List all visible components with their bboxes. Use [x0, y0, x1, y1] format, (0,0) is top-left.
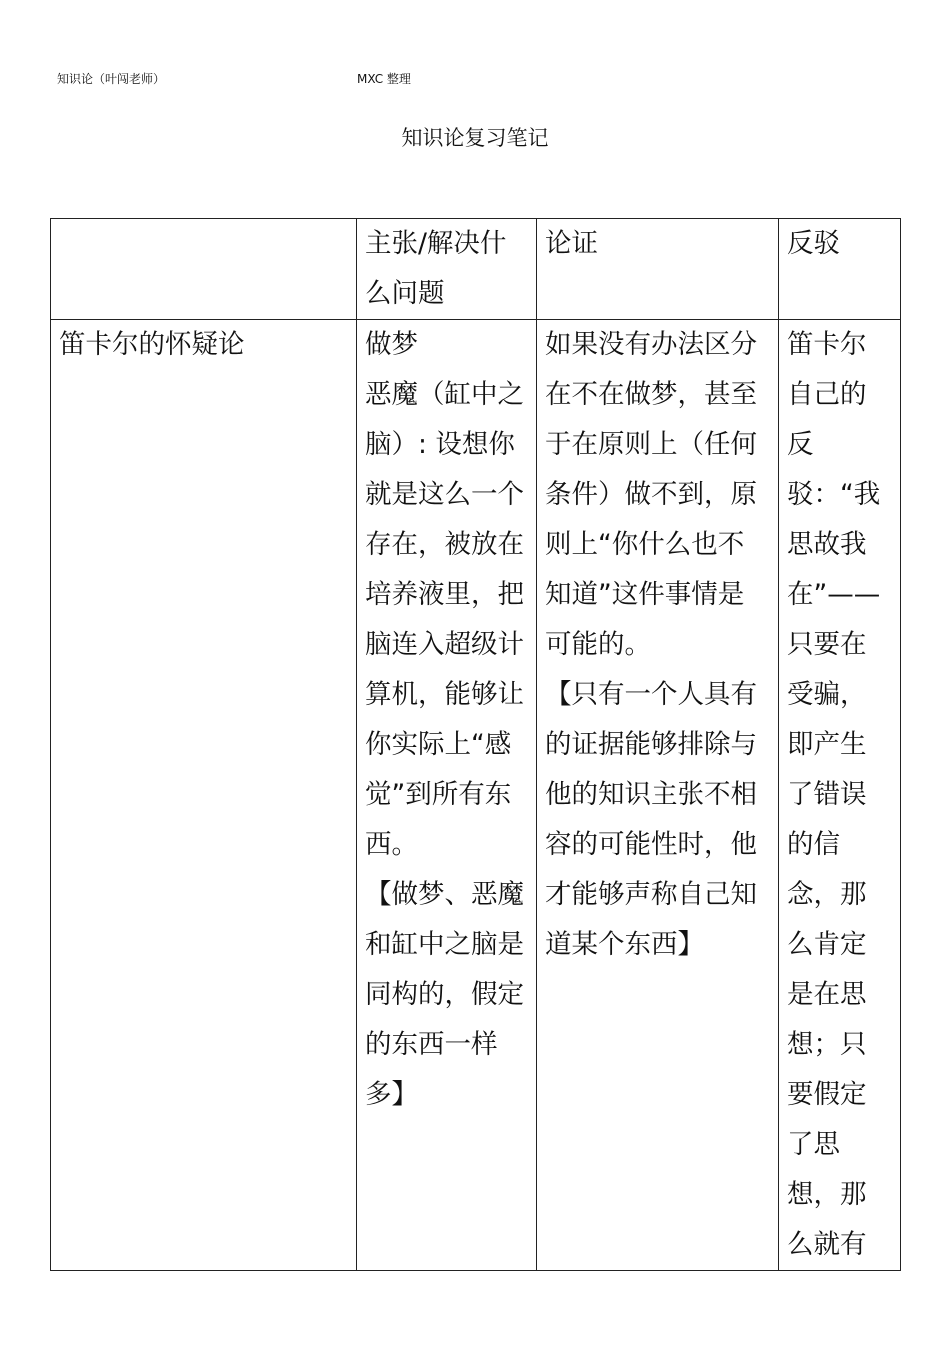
header-cell-claim: 主张/解决什么问题 — [357, 219, 537, 320]
header-cell-rebuttal: 反驳 — [779, 219, 901, 320]
claim-demon-paragraph: 恶魔（缸中之脑）: 设想你就是这么一个存在，被放在培养液里，把脑连入超级计算机，能够让你实际上“感觉”到所有东西。 — [365, 379, 524, 860]
table-header-row — [51, 219, 901, 320]
page-title: 知识论复习笔记 — [401, 126, 549, 150]
table-row — [51, 320, 901, 1271]
cell-rebuttal — [779, 320, 901, 1271]
header-cell-argument: 论证 — [537, 219, 779, 320]
claim-dream: 做梦 — [365, 329, 418, 360]
notes-table — [50, 218, 901, 1271]
claim-note-paragraph: 【做梦、恶魔和缸中之脑是同构的，假定的东西一样多】 — [365, 879, 524, 1110]
header-cell-topic — [51, 219, 357, 320]
cell-argument — [537, 320, 779, 1271]
header-left-note: 知识论（叶闯老师） — [57, 72, 166, 86]
argument-paragraph: 如果没有办法区分在不在做梦，甚至于在原则上（任何条件）做不到，原则上“你什么也不知道”这件事情是可能的。 — [545, 329, 757, 660]
rebuttal-paragraph: 笛卡尔自己的反驳：“我思故我在”——只要在受骗，即产生了错误的信念，那么肯定是在思想；只要假定了思想，那么就有 — [787, 329, 881, 1260]
header-right-note: MXC 整理 — [357, 72, 411, 86]
argument-note-paragraph: 【只有一个人具有的证据能够排除与他的知识主张不相容的可能性时，他才能够声称自己知道某个东西】 — [545, 679, 757, 960]
cell-topic: 笛卡尔的怀疑论 — [51, 320, 357, 1271]
cell-claim — [357, 320, 537, 1271]
